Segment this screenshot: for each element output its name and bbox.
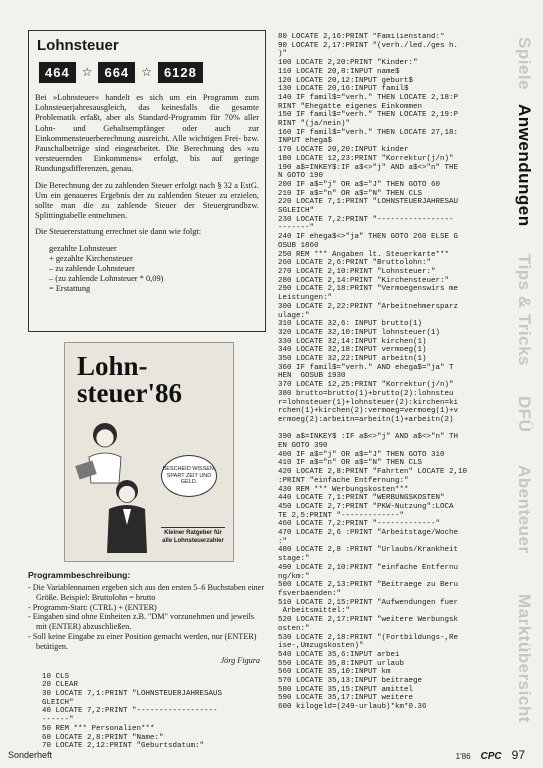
code-line: ermoeg(2):arbeitn=arbeitn(1)+arbeitn(2) [278,415,454,424]
code-line: 180 LOCATE 12,23:PRINT "Korrektur(j/n)" [278,154,454,163]
code-line: 580 LOCATE 35,15:INPUT amittel [278,685,414,694]
code-line: 420 LOCATE 2,8:PRINT "Fahrten" LOCATE 2,10 [278,468,468,477]
code-line: rchen(1)+kirchen(2):vermoeg=vermoeg(1)+v [278,407,459,416]
code-line: 170 LOCATE 20,20:INPUT kinder [278,146,409,155]
code-line: 460 LOCATE 7,2:PRINT "-------------" [278,520,441,529]
code-line: 160 IF famil$="verh." THEN LOCATE 27,18: [278,128,459,137]
code-line: :" [278,537,288,546]
code-line: 20 CLEAR [42,681,79,690]
code-line: TE 2,5:PRINT "-------------" [278,511,405,520]
code-line: 350 LOCATE 32,22:INPUT arbeitn(1) [278,355,427,364]
refund-intro: Die Steuererstattung errechnet sie dann wie folgt: [35,227,202,237]
code-line: 330 LOCATE 32,14:INPUT kirchen(1) [278,337,427,346]
code-line: 40 LOCATE 7,2:PRINT "------------------ [42,707,218,716]
book-advert [64,342,234,562]
code-line: 250 REM *** Angaben lt. Steuerkarte*** [278,250,450,259]
code-line: 290 LOCATE 2,18:PRINT "Vermoegenswirs me [278,285,459,294]
code-line: Leistungen:" [278,294,333,303]
code-line: 540 LOCATE 35,6:INPUT arbei [278,650,400,659]
formula-line: – (zu zahlende Lohnsteuer * 0,09) [49,273,164,283]
code-line: 100 LOCATE 2,20:PRINT "Kinder:" [278,59,418,68]
code-line: ng/km:" [278,572,310,581]
code-line: INPUT ehega$ [278,137,333,146]
code-line: 280 LOCATE 2,14:PRINT "Kirchensteuer:" [278,276,450,285]
code-line: 560 LOCATE 35,10:INPUT km [278,668,391,677]
code-line: 360 IF famil$="verh." AND ehega$="ja" T [278,363,454,372]
code-line: 230 LOCATE 7,2:PRINT "----------------- [278,215,454,224]
code-line: 270 LOCATE 2,10:PRINT "Lohnsteuer:" [278,267,436,276]
section-nav [507,32,543,742]
formula-line: – zu zahlende Lohnsteuer [49,263,135,273]
machine-badges [39,62,259,83]
code-line: ulage:" [278,311,310,320]
code-line: 490 LOCATE 2,10:PRINT "einfache Entfernu [278,563,459,572]
refund-formula [49,244,259,294]
program-description-heading: Programmbeschreibung: [28,570,131,580]
code-line: fsverbaenden:" [278,590,342,598]
code-line: 220 LOCATE 7,1:PRINT "LOHNSTEUERJAHRESAU [278,198,459,207]
code-line: HEN GOSUB 1930 [278,372,346,381]
code-line: 320 LOCATE 32,10:INPUT lohnsteuer(1) [278,328,441,337]
code-line: 60 LOCATE 2,8:PRINT "Name:" [42,733,164,742]
code-line: 390 a$=INKEY$ :IF a$<>"j" AND a$<>"n" TH [278,433,459,442]
program-notes [28,583,266,652]
code-line: ------" [42,716,74,725]
code-line: Arbeitsmittel:" [278,607,351,616]
advert-title-line2: steuer'86 [77,378,182,408]
nav-item-tips-tricks[interactable]: Tips & Tricks [515,253,534,366]
magazine-name: CPC [480,751,502,762]
star-icon: ☆ [81,65,93,79]
star-icon: ☆ [141,65,152,79]
code-line: r=lohnsteuer(1)+lohnsteuer(2):kirchen=ki [278,398,459,407]
list-item: - Die Variablennamen ergeben sich aus den ersten 5–6 Buchstaben einer Größe. Beispiel: Bruttolohn = brutto [28,583,265,602]
code-line: 570 LOCATE 35,13:INPUT beitraege [278,677,423,686]
article-intro-box [28,30,266,332]
code-line: 430 REM *** Werbungskosten*** [278,485,409,494]
badge-664: 664 [98,62,135,83]
code-line: RINT "(ja/nein)" [278,120,351,129]
nav-item-dfue[interactable]: DFÜ [515,395,534,433]
code-line: 520 LOCATE 2,17:PRINT "weitere Werbungsk [278,616,459,625]
code-line: 120 LOCATE 20,12:INPUT geburt$ [278,76,414,85]
advert-title-line1: Lohn- [77,351,148,381]
code-line: 80 LOCATE 2,16:PRINT "Familienstand:" [278,33,445,41]
code-line: 450 LOCATE 2,7:PRINT "PKW-Nutzung":LOCA [278,502,454,511]
formula-line: gezahlte Lohnsteuer [49,243,117,253]
code-line: 310 LOCATE 32,6: INPUT brutto(1) [278,320,423,329]
code-line: 10 CLS [42,672,70,681]
nav-item-abenteuer[interactable]: Abenteuer [515,464,534,554]
code-line: 340 LOCATE 32,18:INPUT vermoeg(1) [278,346,427,355]
badge-464: 464 [39,62,76,83]
code-line: 590 LOCATE 35,17:INPUT weitere [278,694,414,703]
code-line: )" [278,50,288,59]
code-line: 90 LOCATE 2,17:PRINT "(verh./led./ges h. [278,41,459,50]
list-item: - Soll keine Eingabe zu einer Position gemacht werden, nur (ENTER) betätigen. [28,631,257,651]
nav-item-anwendungen[interactable]: Anwendungen [515,103,534,227]
speech-bubble: BESCHEID WISSEN, SPART ZEIT UND GELD. [161,455,217,497]
code-line: 470 LOCATE 2,6 :PRINT "Arbeitstage/Woche [278,529,459,538]
code-line: 110 LOCATE 20,8:INPUT name$ [278,67,400,76]
advert-tagline: Kleiner Ratgeber für alle Lohnsteuerzahler [161,527,225,545]
advert-title [77,353,233,407]
code-line: 30 LOCATE 7,1:PRINT "LOHNSTEUERJAHRESAUS [42,689,223,698]
code-line: 600 kilogeld=(249-urlaub)*km*0.36 [278,703,427,712]
code-line: 260 LOCATE 2,6:PRINT "Bruttolohn:" [278,259,432,268]
code-line: N GOTO 190 [278,172,324,181]
author-name: Jörg Figura [220,655,260,665]
code-line: 130 LOCATE 20,16:INPUT famil$ [278,85,409,94]
code-line: 550 LOCATE 35,8:INPUT urlaub [278,659,405,668]
footer-page-info [456,748,525,762]
code-line: 510 LOCATE 2,15:PRINT "Aufwendungen fuer [278,598,459,607]
article-title: Lohnsteuer [37,37,119,54]
code-line: 190 a$=INKEY$:IF a$<>"j" AND a$<>"n" THE [278,163,459,172]
formula-line: = Erstattung [49,283,91,293]
code-line: 300 LOCATE 2,22:PRINT "Arbeitnehmersparz [278,302,459,311]
left-column [28,30,266,751]
code-line: EN GOTO 390 [278,442,328,451]
code-line: 400 IF a$="j" OR a$="J" THEN GOTO 310 [278,450,445,459]
code-line: 150 IF famil$="verh." THEN LOCATE 2,19:P [278,111,459,120]
right-column [278,33,498,745]
code-line: 480 LOCATE 2,8 :PRINT "Urlaubs/Krankheit [278,546,459,555]
code-line: 370 LOCATE 12,25:PRINT "Korrektur(j/n)" [278,381,454,390]
footer-label: Sonderheft [8,750,53,760]
nav-item-spiele[interactable]: Spiele [515,37,534,91]
formula-line: + gezahlte Kirchensteuer [49,253,133,263]
code-line: 410 IF a$="n" OR a$="N" THEN CLS [278,459,423,468]
page-number: 97 [511,748,525,762]
badge-6128: 6128 [158,62,203,83]
code-line: 50 REM *** Personalien*** [42,724,155,733]
list-item: - Eingaben sind ohne Einheiten z.B. "DM" vorzunehmen und jeweils mit (ENTER) abzuschließen. [28,612,255,632]
code-line: 530 LOCATE 2,18:PRINT "(Fortbildungs-,Re [278,633,459,642]
code-line: RINT "Ehegatte eigenes Einkommen [278,102,423,111]
code-line: 240 IF ehega$<>"ja" THEN GOTO 260 ELSE G [278,233,459,242]
code-line: GLEICH" [42,698,74,707]
code-line: 200 IF a$="j" OR a$="J" THEN GOTO 60 [278,180,441,189]
basic-listing-left [42,673,266,751]
code-line [278,425,498,434]
code-line: -------" [278,224,315,233]
code-line: :PRINT "einfache Entfernung:" [278,476,409,485]
code-line: 140 IF famil$="verh." THEN LOCATE 2,18:P [278,93,459,102]
nav-item-marktuebersicht[interactable]: Marktübersicht [515,593,534,723]
code-line: 70 LOCATE 2,12:PRINT "Geburtsdatum:" [42,742,205,751]
issue-number: 1'86 [455,752,471,761]
code-line: OSUB 1860 [278,241,319,250]
basic-listing-right [278,33,498,712]
code-line: osten:" [278,624,310,633]
code-line: 210 IF a$="n" OR a$="N" THEN CLS [278,189,423,198]
calculation-paragraph: Die Berechnung der zu zahlenden Steuer erfolgt nach § 32 a EstG. Um ein genaueres Ergebnis der zu zahlenden Steuer zu erzielen, sollte man die zu zahlende Steuer der Steuergrundbzw. Splittingtabelle entnehmen. [35,180,259,221]
code-line: 500 LOCATE 2,13:PRINT "Beitraege zu Beru [278,581,459,590]
code-line: 440 LOCATE 7,1:PRINT "WERBUNGSKOSTEN" [278,494,445,503]
code-line: SGLEICH" [278,207,315,216]
list-item: - Programm-Start: (CTRL) + (ENTER) [28,602,157,612]
family-illustration [75,413,165,553]
code-line: stage:" [278,555,310,564]
code-line: ise-,Umzugskosten)" [278,642,364,651]
intro-paragraph: Bei »Lohnsteuer« handelt es sich um ein Programm zum Lohnsteuerjahresausgleich, das keinesfalls die gesamte Problematik erfaßt, aber als Standard-Programm für 70% aller Lohn- und Gehaltsempfänger oder auch zur Einkommensteuerberechnung ausreicht. Alle wichtigen Frei- bzw. Pauschalbeträge sind eingearbeitet. Die Berechnung des »zu versteuernden Einkommens« erfolgt, bis auf geringe Rundungsdifferenzen, genau. [35,93,259,174]
code-line: 380 brutto=brutto(1)+brutto(2):lohnsteu [278,389,454,398]
